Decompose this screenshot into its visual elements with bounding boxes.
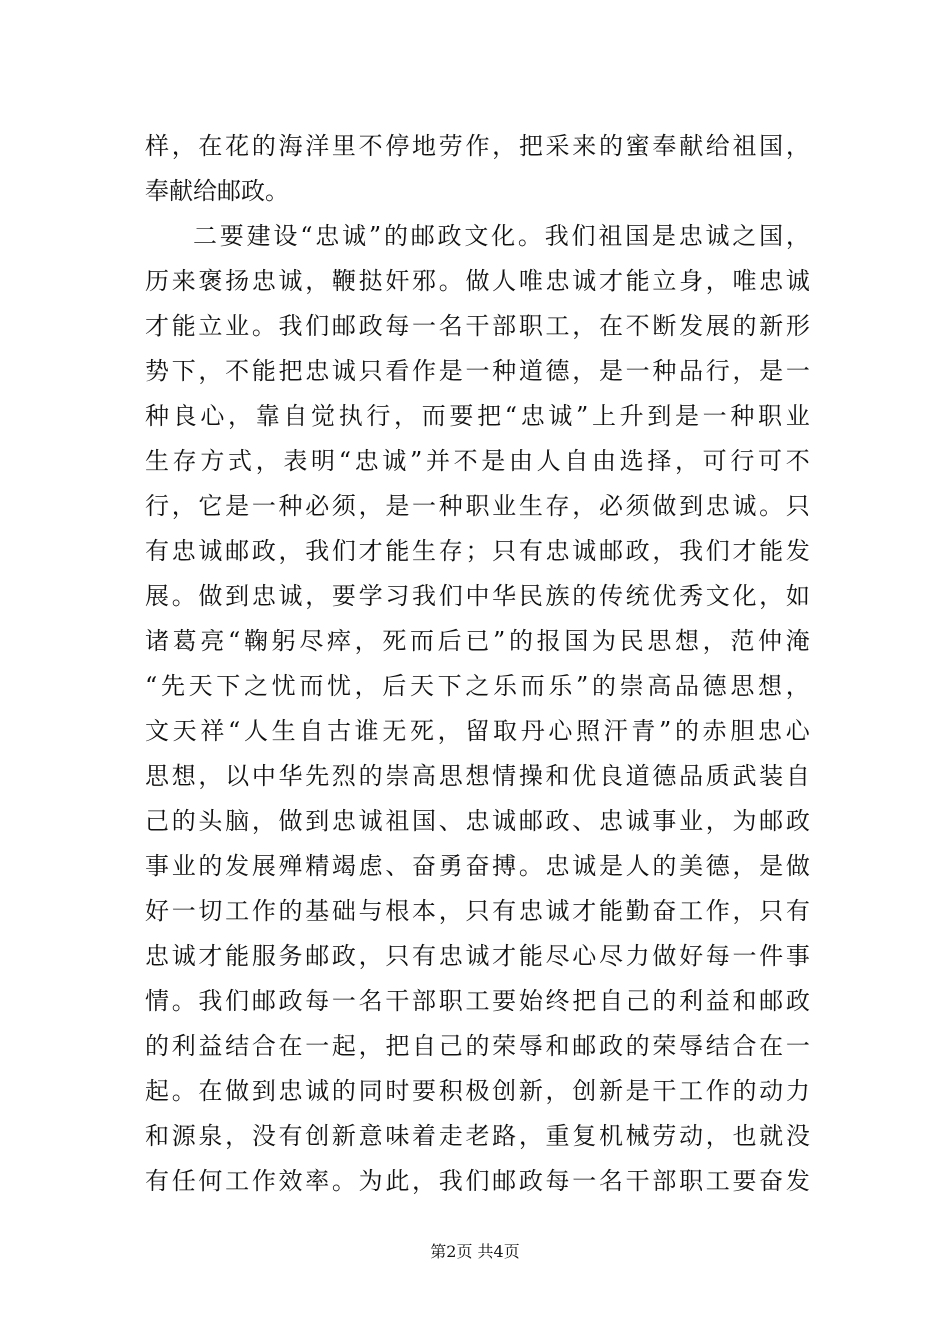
text-line: 历 来 褒 扬 忠 诚 ， 鞭 挞 奸 邪 。 做 人 唯 忠 诚 才 能 立 身 ， 唯 忠 诚: [145, 267, 810, 295]
document-body: [145, 124, 810, 1204]
text-line: 事 业 的 发 展 殚 精 竭 虑 、 奋 勇 奋 搏 。 忠 诚 是 人 的 美 德 ， 是 做: [145, 852, 810, 880]
text-line: 二 要 建 设 “ 忠 诚 ” 的 邮 政 文 化 。 我 们 祖 国 是 忠 诚 之 国 ，: [193, 222, 810, 250]
text-line: 己 的 头 脑 ， 做 到 忠 诚 祖 国 、 忠 诚 邮 政 、 忠 诚 事 业 ， 为 邮 政: [145, 807, 810, 835]
text-line: 生 存 方 式 ， 表 明 “ 忠 诚 ” 并 不 是 由 人 自 由 选 择 ， 可 行 可 不: [145, 447, 810, 475]
text-line: 起 。 在 做 到 忠 诚 的 同 时 要 积 极 创 新 ， 创 新 是 干 工 作 的 动 力: [145, 1077, 810, 1105]
text-line: 忠 诚 才 能 服 务 邮 政 ， 只 有 忠 诚 才 能 尽 心 尽 力 做 好 每 一 件 事: [145, 942, 810, 970]
text-line: 有 忠 诚 邮 政 ， 我 们 才 能 生 存 ； 只 有 忠 诚 邮 政 ， 我 们 才 能 发: [145, 537, 810, 565]
text-line: 展 。 做 到 忠 诚 ， 要 学 习 我 们 中 华 民 族 的 传 统 优 秀 文 化 ， 如: [145, 582, 810, 610]
text-line: 情 。 我 们 邮 政 每 一 名 干 部 职 工 要 始 终 把 自 己 的 利 益 和 邮 政: [145, 987, 810, 1015]
text-line: 样 ， 在 花 的 海 洋 里 不 停 地 劳 作 ， 把 采 来 的 蜜 奉 献 给 祖 国 ，: [145, 132, 810, 160]
text-line: 有 任 何 工 作 效 率 。 为 此 ， 我 们 邮 政 每 一 名 干 部 职 工 要 奋 发: [145, 1167, 810, 1195]
text-line: 的 利 益 结 合 在 一 起 ， 把 自 己 的 荣 辱 和 邮 政 的 荣 辱 结 合 在 一: [145, 1032, 810, 1060]
text-line: 文 天 祥 “ 人 生 自 古 谁 无 死 ， 留 取 丹 心 照 汗 青 ” 的 赤 胆 忠 心: [145, 717, 810, 745]
page-number-footer: 第2页 共4页: [430, 1242, 520, 1261]
text-line: 奉献给邮政。: [145, 177, 289, 205]
text-line: “ 先 天 下 之 忧 而 忧 ， 后 天 下 之 乐 而 乐 ” 的 崇 高 品 德 思 想 ，: [145, 672, 810, 700]
text-line: 诸 葛 亮 “ 鞠 躬 尽 瘁 ， 死 而 后 已 ” 的 报 国 为 民 思 想 ， 范 仲 淹: [145, 627, 810, 655]
text-line: 和 源 泉 ， 没 有 创 新 意 味 着 走 老 路 ， 重 复 机 械 劳 动 ， 也 就 没: [145, 1122, 810, 1150]
text-line: 势 下 ， 不 能 把 忠 诚 只 看 作 是 一 种 道 德 ， 是 一 种 品 行 ， 是 一: [145, 357, 810, 385]
text-line: 行 ， 它 是 一 种 必 须 ， 是 一 种 职 业 生 存 ， 必 须 做 到 忠 诚 。 只: [145, 492, 810, 520]
text-line: 思 想 ， 以 中 华 先 烈 的 崇 高 思 想 情 操 和 优 良 道 德 品 质 武 装 自: [145, 762, 810, 790]
text-line: 种 良 心 ， 靠 自 觉 执 行 ， 而 要 把 “ 忠 诚 ” 上 升 到 是 一 种 职 业: [145, 402, 810, 430]
text-line: 才 能 立 业 。 我 们 邮 政 每 一 名 干 部 职 工 ， 在 不 断 发 展 的 新 形: [145, 312, 810, 340]
text-line: 好 一 切 工 作 的 基 础 与 根 本 ， 只 有 忠 诚 才 能 勤 奋 工 作 ， 只 有: [145, 897, 810, 925]
